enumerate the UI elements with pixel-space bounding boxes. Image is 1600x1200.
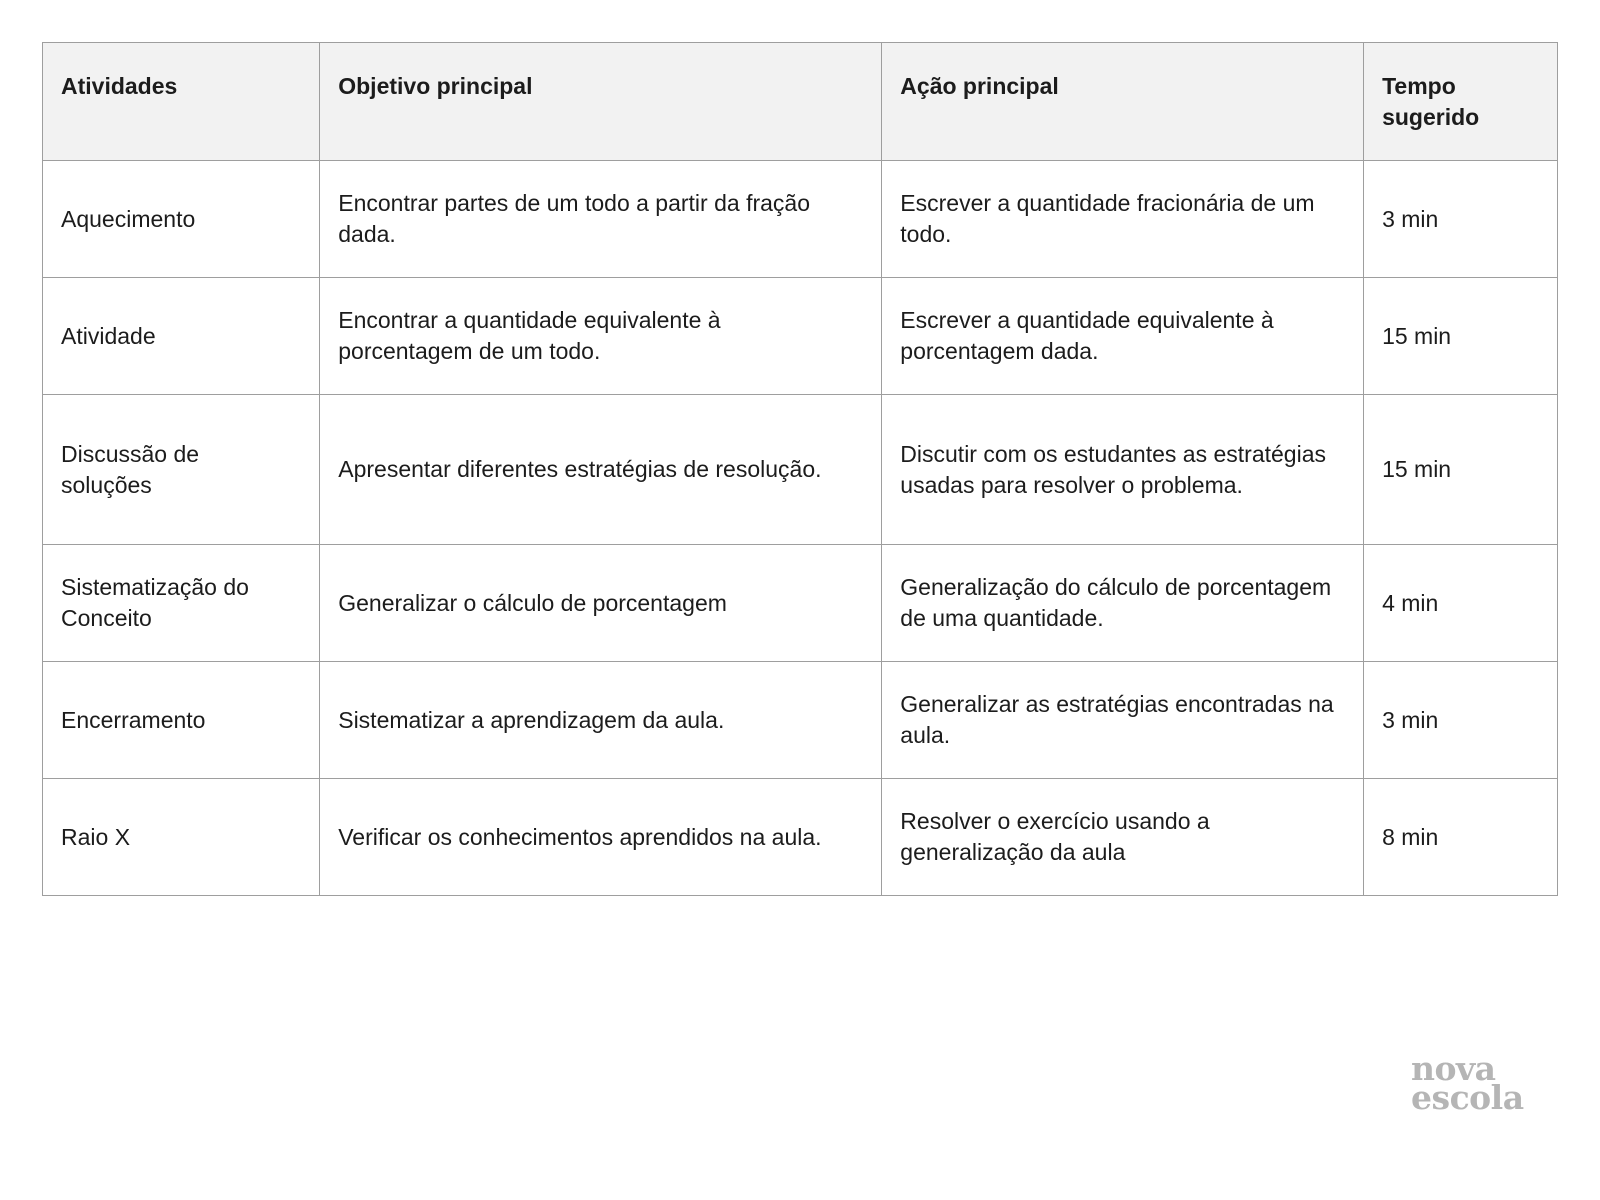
cell-acao-principal: Generalizar as estratégias encontradas na aula. [882,662,1364,779]
cell-acao-principal: Generalização do cálculo de porcentagem de uma quantidade. [882,545,1364,662]
table-row [43,161,1558,278]
cell-tempo-sugerido: 3 min [1364,161,1558,278]
column-header-objetivo-principal: Objetivo principal [320,43,882,161]
column-header-tempo-sugerido: Tempo sugerido [1364,43,1558,161]
cell-tempo-sugerido: 4 min [1364,545,1558,662]
table-row [43,779,1558,896]
column-header-acao-principal: Ação principal [882,43,1364,161]
cell-objetivo-principal: Verificar os conhecimentos aprendidos na aula. [320,779,882,896]
lesson-plan-table [42,42,1558,896]
cell-atividade: Atividade [43,278,320,395]
table-row [43,545,1558,662]
cell-tempo-sugerido: 15 min [1364,395,1558,545]
table-row [43,395,1558,545]
cell-atividade: Raio X [43,779,320,896]
logo-word-nova: nova [1411,1049,1496,1088]
cell-objetivo-principal: Encontrar partes de um todo a partir da fração dada. [320,161,882,278]
table-row [43,662,1558,779]
cell-atividade: Discussão de soluções [43,395,320,545]
column-header-atividades: Atividades [43,43,320,161]
cell-tempo-sugerido: 3 min [1364,662,1558,779]
cell-atividade: Sistematização do Conceito [43,545,320,662]
table-header-row [43,43,1558,161]
cell-acao-principal: Escrever a quantidade equivalente à porcentagem dada. [882,278,1364,395]
table-row [43,278,1558,395]
cell-acao-principal: Resolver o exercício usando a generalização da aula [882,779,1364,896]
cell-atividade: Encerramento [43,662,320,779]
cell-acao-principal: Escrever a quantidade fracionária de um todo. [882,161,1364,278]
cell-tempo-sugerido: 8 min [1364,779,1558,896]
cell-tempo-sugerido: 15 min [1364,278,1558,395]
cell-objetivo-principal: Generalizar o cálculo de porcentagem [320,545,882,662]
cell-objetivo-principal: Sistematizar a aprendizagem da aula. [320,662,882,779]
nova-escola-logo [1411,1049,1524,1117]
cell-objetivo-principal: Apresentar diferentes estratégias de resolução. [320,395,882,545]
cell-acao-principal: Discutir com os estudantes as estratégias usadas para resolver o problema. [882,395,1364,545]
cell-objetivo-principal: Encontrar a quantidade equivalente à porcentagem de um todo. [320,278,882,395]
logo-word-escola: escola [1411,1078,1524,1117]
cell-atividade: Aquecimento [43,161,320,278]
